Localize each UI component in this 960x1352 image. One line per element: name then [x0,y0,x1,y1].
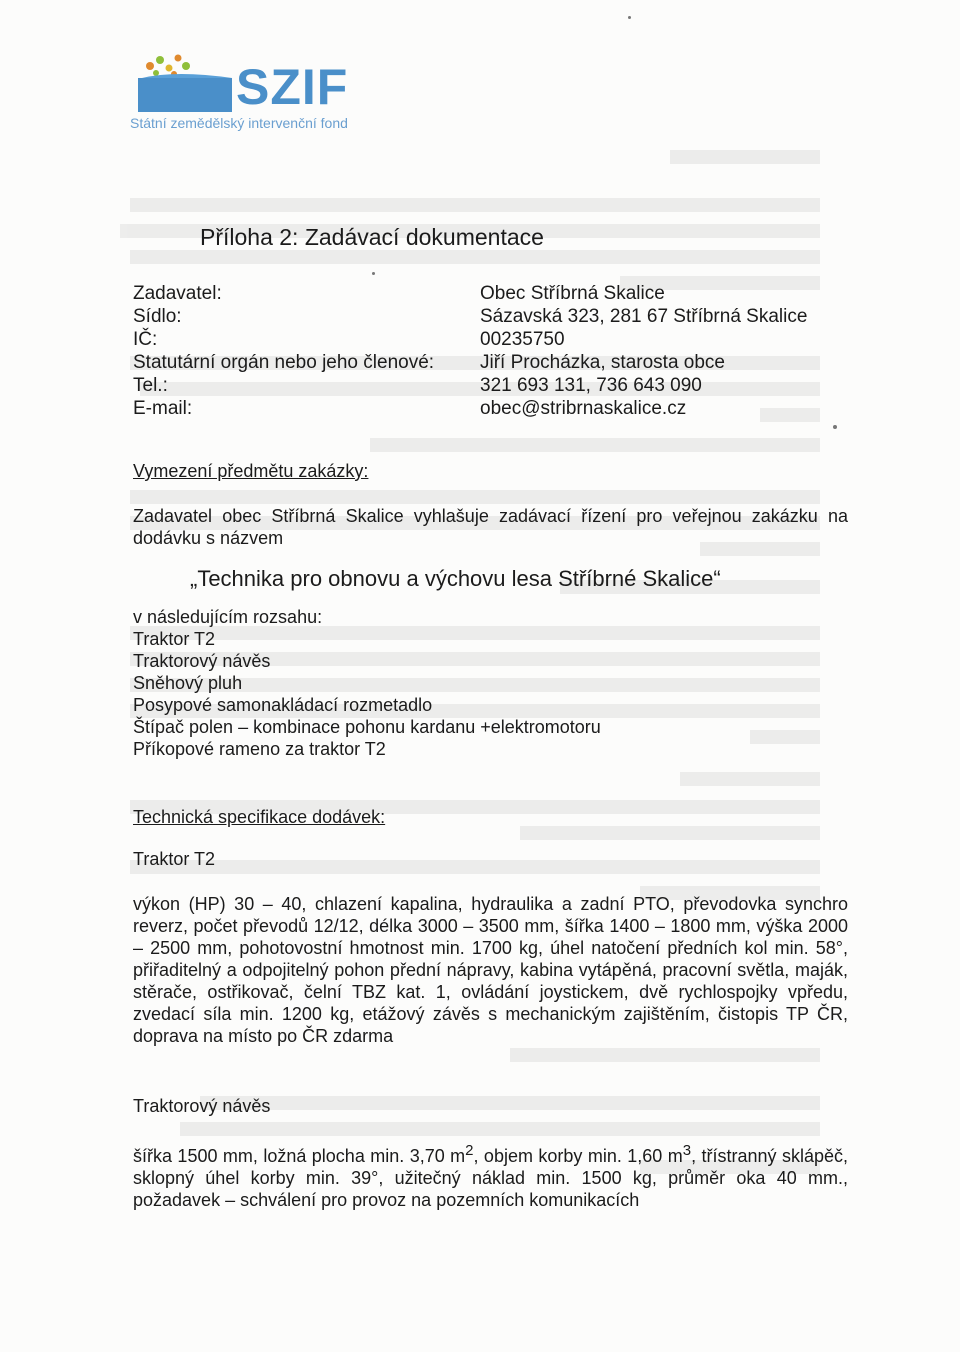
value-statutarni-organ: Jiří Procházka, starosta obce [480,352,725,373]
label-email: E-mail: [133,398,193,419]
trailer-heading: Traktorový návěs [133,1096,271,1116]
value-email: obec@stribrnaskalice.cz [480,398,687,419]
intro-paragraph: Zadavatel obec Stříbrná Skalice vyhlašuje zadávací řízení pro veřejnou zakázku na dodávku s názvem [133,506,848,548]
label-sidlo: Sídlo: [133,306,182,327]
szif-logo-icon [136,48,232,114]
trailer-spec-text-1: šířka 1500 mm, ložná plocha min. 3,70 m [133,1146,466,1166]
trailer-spec-paragraph [133,1140,848,1211]
list-item: Štípač polen – kombinace pohonu kardanu +elektromotoru [133,717,601,737]
trailer-spec-text-3: , třístranný sklápěč, sklopný úhel korby min. 39°, užitečný náklad min. 1500 kg, průměr oka 40 mm., požadavek – schválení pro provoz na pozemních komunikacích [133,1146,848,1210]
trailer-spec-text-2: , objem korby min. 1,60 m [473,1146,683,1166]
scope-list [133,606,601,760]
label-tel: Tel.: [133,375,168,396]
value-tel: 321 693 131, 736 643 090 [480,375,702,396]
label-statutarni-organ: Statutární orgán nebo jeho členové: [133,352,435,373]
list-item: Sněhový pluh [133,673,243,693]
document-title: Příloha 2: Zadávací dokumentace [200,224,544,250]
scope-heading: Vymezení předmětu zakázky: [133,461,369,481]
label-ic: IČ: [133,329,158,350]
tractor-heading: Traktor T2 [133,849,216,869]
logo-wordmark: SZIF [236,59,349,115]
scan-speck [833,425,837,429]
tractor-spec-paragraph: výkon (HP) 30 – 40, chlazení kapalina, hydraulika a zadní PTO, převodovka synchro reverz, počet převodů 12/12, délka 3000 – 3500 mm, šířka 1400 – 1800 mm, výška 2000 – 2500 mm, pohotovostní hmotnost min. 1700 kg, úhel natočení předních kol min. 58°, přiřaditelný a odpojitelný pohon přední nápravy, kabina vytápěná, pracovní světla, maják, stěrače, ostřikovač, čelní TBZ kat. 1, ovládání joystickem, dvě rychlospojky vpředu, zvedací síla min. 1200 kg, etážový závěs s mechanickým zajištěním, čistopis TP ČR, doprava na místo po ČR zdarma [133,894,848,1046]
trailer-spec-sup-1: 2 [465,1142,474,1159]
list-item: Posypové samonakládací rozmetadlo [133,695,433,715]
scan-speck [628,16,631,19]
label-zadavatel: Zadavatel: [133,283,222,304]
list-item: Traktor T2 [133,629,216,649]
range-label: v následujícím rozsahu: [133,607,323,627]
scan-speck [372,272,375,275]
list-item: Traktorový návěs [133,651,271,671]
value-zadavatel: Obec Stříbrná Skalice [480,283,665,304]
trailer-spec-sup-2: 3 [682,1142,692,1159]
project-title: „Technika pro obnovu a výchovu lesa Stříbrné Skalice“ [190,566,721,591]
szif-logo [130,48,360,138]
value-ic: 00235750 [480,329,565,350]
logo-subtitle: Státní zemědělský intervenční fond [130,115,348,131]
value-sidlo: Sázavská 323, 281 67 Stříbrná Skalice [480,306,808,327]
spec-heading: Technická specifikace dodávek: [133,807,386,827]
list-item: Příkopové rameno za traktor T2 [133,739,386,759]
